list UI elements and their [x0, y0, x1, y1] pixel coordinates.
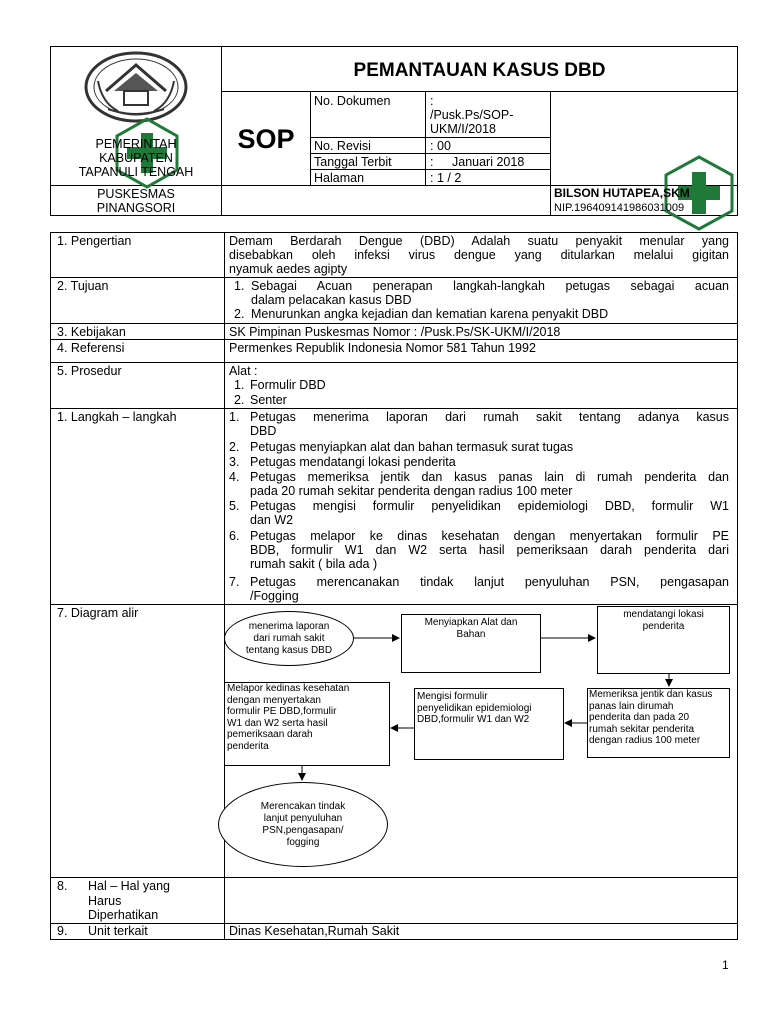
flow-node-end — [218, 782, 388, 867]
doc-number-label: No. Dokumen — [314, 94, 391, 108]
flow-node-form — [414, 688, 564, 760]
node-line: Menyiapkan Alat dan — [424, 617, 518, 628]
node-line: Merencakan tindak — [260, 800, 346, 812]
label-line: Diperhatikan — [88, 908, 159, 922]
signer-name: BILSON HUTAPEA,SKM — [554, 186, 690, 200]
text-line: BDB, formulir W1 dan W2 serta hasil pemeriksaan darah penderita dari — [250, 543, 729, 557]
puskesmas-line: PUSKESMAS — [97, 187, 175, 201]
node-line: dari rumah sakit — [253, 632, 325, 644]
issue-date-sep: : — [430, 155, 434, 169]
text-line: dalam pelacakan kasus DBD — [251, 293, 412, 307]
revision-label: No. Revisi — [314, 139, 371, 153]
prosedur-item: Formulir DBD — [250, 378, 326, 392]
node-line: DBD,formulir W1 dan W2 — [417, 714, 530, 725]
org-line: TAPANULI TENGAH — [78, 165, 194, 179]
text-line: disebabkan oleh infeksi virus dengue yang ditularkan melalui gigitan — [229, 248, 729, 262]
text-line: Petugas mengisi formulir penyelidikan epidemiologi DBD, formulir W1 — [250, 499, 729, 513]
unit-label: Unit terkait — [88, 924, 148, 938]
pengertian-label: 1. Pengertian — [57, 234, 132, 248]
langkah-num: 1. — [229, 410, 240, 424]
node-line: dengan menyertakan — [227, 694, 321, 706]
prosedur-heading: Alat : — [229, 364, 258, 378]
text-line: rumah sakit ( bila ada ) — [250, 557, 378, 571]
flow-node-prepare — [401, 614, 541, 673]
text-line: pada 20 rumah sekitar penderita dengan radius 100 meter — [250, 484, 573, 498]
node-line: pemeriksaan darah — [227, 729, 313, 740]
tujuan-item-num: 1. — [234, 279, 245, 293]
doc-number-line: UKM/I/2018 — [430, 122, 497, 136]
tujuan-label: 2. Tujuan — [57, 279, 109, 293]
page-count-value: 1 / 2 — [437, 171, 462, 185]
node-line: Mengisi formulir — [417, 691, 488, 702]
node-line: rumah sekitar penderita — [589, 723, 695, 735]
referensi-label: 4. Referensi — [57, 341, 125, 355]
doc-number-line: /Pusk.Ps/SOP- — [430, 108, 514, 122]
text-line: Petugas menerima laporan dari rumah sakit tentang adanya kasus — [250, 410, 729, 424]
prosedur-item-num: 1. — [234, 378, 245, 392]
flow-node-inspect — [587, 688, 730, 758]
text-line: Sebagai Acuan penerapan langkah-langkah petugas sebagai acuan — [251, 279, 729, 293]
referensi-text: Permenkes Republik Indonesia Nomor 581 Tahun 1992 — [229, 341, 536, 355]
prosedur-label: 5. Prosedur — [57, 364, 122, 378]
text-line: Petugas merencanakan tindak lanjut penyuluhan PSN, pengasapan — [250, 575, 729, 589]
node-line: PSN,pengasapan/ — [262, 824, 344, 836]
node-line: dengan radius 100 meter — [589, 735, 701, 746]
node-line: penderita dan pada 20 — [589, 712, 690, 723]
page-title: PEMANTAUAN KASUS DBD — [353, 60, 606, 81]
flow-node-report — [224, 682, 390, 766]
tujuan-item-num: 2. — [234, 307, 245, 321]
text-line: Petugas memeriksa jentik dan kasus panas lain di rumah penderita dan — [250, 470, 729, 484]
diagram-label: 7. Diagram alir — [57, 606, 139, 620]
node-line: formulir PE DBD,formulir — [227, 706, 337, 717]
org-line: KABUPATEN — [99, 151, 173, 165]
node-line: penyelidikan epidemiologi — [417, 702, 532, 714]
kebijakan-label: 3. Kebijakan — [57, 325, 126, 339]
text-line: nyamuk aedes agipty — [229, 262, 348, 276]
page-count-sep: : — [430, 171, 434, 185]
node-line: menerima laporan — [248, 620, 330, 632]
langkah-num: 7. — [229, 575, 240, 589]
node-line: penderita — [227, 740, 269, 752]
page-count-label: Halaman — [314, 171, 365, 185]
prosedur-item-num: 2. — [234, 393, 245, 407]
node-line: lanjut penyuluhan — [263, 812, 343, 824]
node-line: mendatangi lokasi — [623, 609, 704, 620]
label-line: Harus — [88, 893, 122, 908]
issue-date-value: Januari 2018 — [452, 155, 525, 169]
text-line: DBD — [250, 424, 277, 438]
text-line: dan W2 — [250, 513, 294, 527]
prosedur-item: Senter — [250, 393, 287, 407]
text-line: Petugas melapor ke dinas kesehatan dengan menyertakan formulir PE — [250, 529, 729, 543]
node-line: Bahan — [456, 628, 486, 640]
node-line: W1 dan W2 serta hasil — [227, 717, 328, 729]
langkah-step: Petugas menyiapkan alat dan bahan termasuk surat tugas — [250, 440, 574, 454]
node-line: panas lain dirumah — [589, 700, 674, 712]
langkah-num: 5. — [229, 499, 240, 513]
issue-date-label: Tanggal Terbit — [314, 155, 392, 169]
langkah-num: 6. — [229, 529, 240, 543]
langkah-num: 2. — [229, 440, 240, 454]
revision-value: 00 — [437, 139, 451, 153]
org-line: PEMERINTAH — [95, 137, 177, 151]
tujuan-item: Menurunkan angka kejadian dan kematian karena penyakit DBD — [251, 307, 609, 321]
flow-node-start — [224, 611, 354, 666]
hal-num: 8. — [57, 879, 68, 893]
langkah-num: 3. — [229, 455, 240, 469]
doc-number-sep: : — [430, 94, 434, 108]
label-line: Hal – Hal yang — [88, 879, 170, 893]
revision-sep: : — [430, 139, 434, 153]
node-line: tentang kasus DBD — [245, 644, 333, 656]
unit-text: Dinas Kesehatan,Rumah Sakit — [229, 924, 400, 938]
langkah-num: 4. — [229, 470, 240, 484]
unit-num: 9. — [57, 924, 68, 938]
node-line: fogging — [286, 836, 320, 848]
langkah-label: 1. Langkah – langkah — [57, 410, 177, 424]
flow-node-visit — [597, 606, 730, 674]
langkah-step: Petugas mendatangi lokasi penderita — [250, 455, 456, 469]
hal-label — [88, 879, 170, 923]
text-line: Demam Berdarah Dengue (DBD) Adalah suatu penyakit menular yang — [229, 234, 729, 248]
node-line: Memeriksa jentik dan kasus — [589, 689, 713, 700]
signer-nip: NIP.196409141986031009 — [554, 202, 685, 214]
node-line: Melapor kedinas kesehatan — [227, 683, 350, 694]
puskesmas-line: PINANGSORI — [96, 201, 176, 215]
sop-label: SOP — [237, 124, 295, 154]
page-number: 1 — [722, 958, 729, 972]
kebijakan-text: SK Pimpinan Puskesmas Nomor : /Pusk.Ps/SK-UKM/I/2018 — [229, 325, 561, 339]
node-line: penderita — [642, 620, 685, 632]
text-line: /Fogging — [250, 589, 299, 603]
